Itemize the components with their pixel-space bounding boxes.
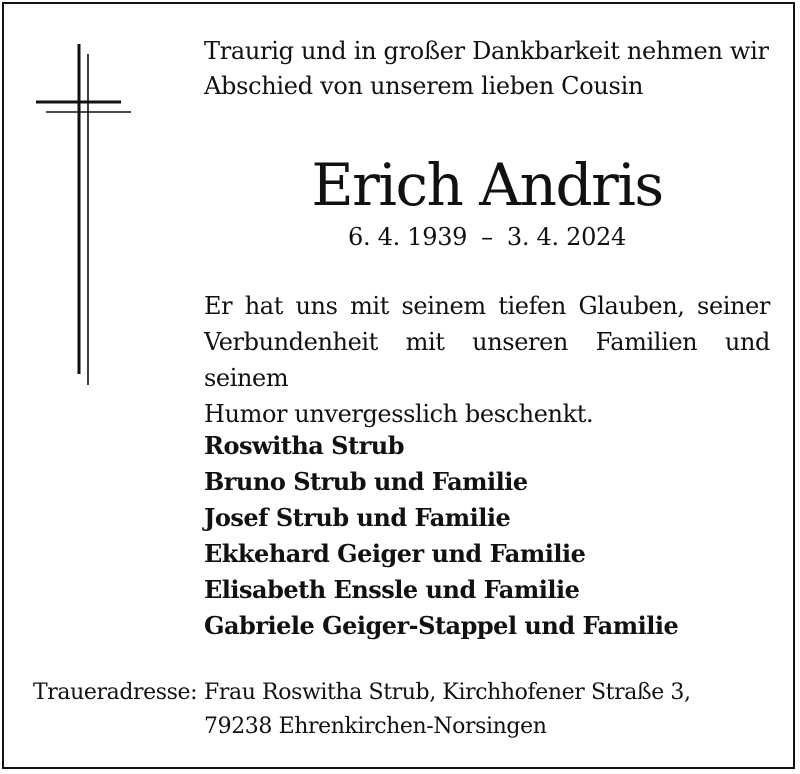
- mourning-address: [204, 676, 691, 744]
- tribute-line-1: Er hat uns mit seinem tiefen Glauben, seiner: [204, 292, 770, 320]
- intro-line-2: Abschied von unserem lieben Cousin: [204, 72, 644, 100]
- mourner-name: Gabriele Geiger-Stappel und Familie: [204, 611, 679, 640]
- mourner-name: Ekkehard Geiger und Familie: [204, 539, 586, 568]
- death-date: 3. 4. 2024: [506, 223, 626, 251]
- mourner-name: Elisabeth Enssle und Familie: [204, 575, 580, 604]
- address-line-1: Frau Roswitha Strub, Kirchhofener Straße 3,: [204, 680, 691, 705]
- mourners-list: [204, 428, 770, 644]
- address-line-2: 79238 Ehrenkirchen-Norsingen: [204, 714, 547, 739]
- mourner-name: Josef Strub und Familie: [204, 503, 511, 532]
- mourner-name: Bruno Strub und Familie: [204, 467, 528, 496]
- date-separator: –: [481, 223, 493, 251]
- intro-line-1: Traurig und in großer Dankbarkeit nehmen wir: [204, 37, 769, 65]
- life-dates: [204, 221, 770, 253]
- deceased-name: Erich Andris: [311, 151, 663, 219]
- mourner-name: Roswitha Strub: [204, 431, 404, 460]
- tribute-line-2: Verbundenheit mit unseren Familien und seinem: [204, 328, 770, 392]
- tribute-text: [204, 288, 770, 432]
- address-label: Traueradresse:: [33, 680, 198, 705]
- birth-date: 6. 4. 1939: [348, 223, 468, 251]
- tribute-line-3: Humor unvergesslich beschenkt.: [204, 400, 594, 428]
- intro-text: [204, 34, 774, 104]
